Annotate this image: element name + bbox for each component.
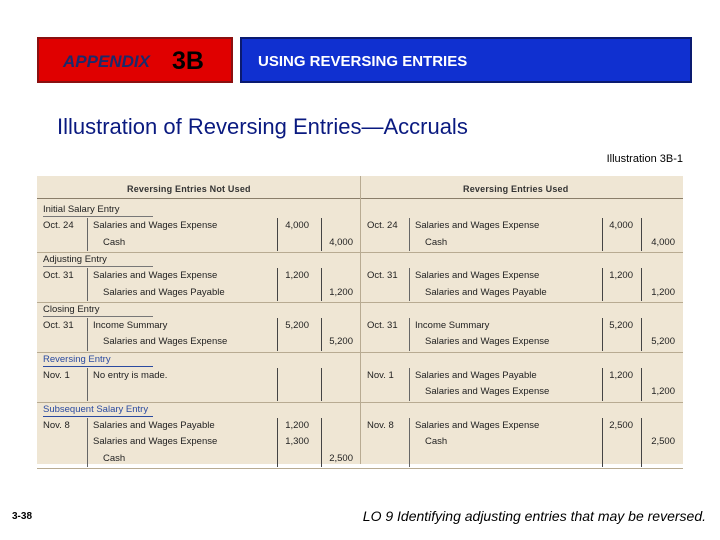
reversing-entries-table [37, 176, 683, 464]
debit-column-rule [277, 218, 278, 251]
credit-amount: 1,200 [651, 386, 675, 398]
credit-amount: 5,200 [651, 336, 675, 348]
section-title-underline [43, 216, 153, 217]
credit-column-rule [641, 318, 642, 351]
section-rule [37, 468, 683, 469]
debit-amount: 4,000 [609, 220, 633, 232]
entry-account: Salaries and Wages Expense [425, 336, 550, 348]
debit-column-rule [602, 218, 603, 251]
section-title: Reversing Entry [43, 353, 111, 365]
debit-column-rule [602, 268, 603, 301]
entry-account: Salaries and Wages Expense [415, 419, 540, 431]
entry-account: Salaries and Wages Payable [93, 419, 215, 431]
entry-account: Salaries and Wages Expense [103, 336, 228, 348]
entry-date: Nov. 8 [367, 419, 394, 431]
section-title-underline [43, 366, 153, 367]
entry-date: Nov. 1 [367, 370, 394, 381]
entry-date: Nov. 1 [43, 370, 70, 381]
debit-column-rule [602, 368, 603, 401]
debit-amount: 1,200 [609, 370, 633, 381]
debit-column-rule [277, 418, 278, 467]
left-column-header: Reversing Entries Not Used [127, 184, 251, 194]
entry-account: Cash [103, 452, 126, 464]
appendix-badge [37, 37, 233, 83]
credit-column-rule [321, 418, 322, 467]
credit-column-rule [321, 268, 322, 301]
entry-date: Oct. 31 [43, 270, 74, 282]
credit-column-rule [321, 218, 322, 251]
debit-column-rule [277, 318, 278, 351]
section-title: Closing Entry [43, 303, 100, 315]
debit-column-rule [277, 368, 278, 401]
credit-amount: 4,000 [651, 236, 675, 248]
credit-column-rule [321, 368, 322, 401]
entry-account: Cash [425, 436, 448, 448]
debit-column-rule [602, 418, 603, 467]
debit-amount: 4,000 [285, 220, 309, 232]
entry-date: Nov. 8 [43, 419, 70, 431]
section-title: Subsequent Salary Entry [43, 403, 149, 415]
entry-account: Income Summary [415, 320, 490, 332]
debit-amount: 1,300 [285, 436, 309, 448]
illustration-label: Illustration 3B-1 [606, 153, 683, 165]
section-title: Initial Salary Entry [43, 204, 120, 215]
entry-account: Salaries and Wages Expense [93, 220, 218, 232]
date-column-rule [409, 418, 410, 467]
credit-amount: 1,200 [651, 286, 675, 298]
center-divider [360, 176, 361, 464]
credit-amount: 2,500 [329, 452, 353, 464]
date-column-rule [409, 268, 410, 301]
section-title: Adjusting Entry [43, 253, 107, 265]
date-column-rule [87, 268, 88, 301]
entry-account: Salaries and Wages Expense [93, 436, 218, 448]
entry-account: Income Summary [93, 320, 168, 332]
entry-account: Salaries and Wages Payable [103, 286, 225, 298]
entry-account: Salaries and Wages Payable [415, 370, 537, 381]
entry-date: Oct. 31 [43, 320, 74, 332]
date-column-rule [409, 218, 410, 251]
entry-date: Oct. 31 [367, 270, 398, 282]
date-column-rule [87, 368, 88, 401]
appendix-number: 3B [172, 47, 204, 75]
credit-amount: 2,500 [651, 436, 675, 448]
entry-account: Salaries and Wages Expense [415, 270, 540, 282]
debit-amount: 2,500 [609, 419, 633, 431]
date-column-rule [87, 418, 88, 467]
entry-date: Oct. 24 [43, 220, 74, 232]
section-title-underline [43, 416, 153, 417]
appendix-label: APPENDIX [63, 52, 150, 71]
debit-amount: 5,200 [609, 320, 633, 332]
date-column-rule [409, 368, 410, 401]
debit-amount: 1,200 [285, 270, 309, 282]
entry-account: Cash [425, 236, 448, 248]
right-column-header: Reversing Entries Used [463, 184, 569, 194]
entry-account: Salaries and Wages Expense [93, 270, 218, 282]
chapter-title: USING REVERSING ENTRIES [258, 53, 468, 70]
learning-objective: LO 9 Identifying adjusting entries that may be reversed. [362, 508, 706, 524]
credit-amount: 5,200 [329, 336, 353, 348]
debit-amount: 5,200 [285, 320, 309, 332]
debit-amount: 1,200 [609, 270, 633, 282]
section-title-underline [43, 316, 153, 317]
entry-account: No entry is made. [93, 370, 168, 381]
debit-column-rule [602, 318, 603, 351]
entry-date: Oct. 24 [367, 220, 398, 232]
chapter-banner [240, 37, 692, 83]
page-title: Illustration of Reversing Entries—Accruals [57, 114, 468, 139]
credit-amount: 4,000 [329, 236, 353, 248]
entry-account: Salaries and Wages Expense [415, 220, 540, 232]
credit-column-rule [641, 218, 642, 251]
entry-date: Oct. 31 [367, 320, 398, 332]
date-column-rule [87, 318, 88, 351]
credit-amount: 1,200 [329, 286, 353, 298]
date-column-rule [87, 218, 88, 251]
debit-column-rule [277, 268, 278, 301]
entry-account: Salaries and Wages Payable [425, 286, 547, 298]
credit-column-rule [641, 268, 642, 301]
entry-account: Salaries and Wages Expense [425, 386, 550, 398]
section-title-underline [43, 266, 153, 267]
credit-column-rule [321, 318, 322, 351]
slide-number: 3-38 [12, 511, 33, 522]
credit-column-rule [641, 418, 642, 467]
debit-amount: 1,200 [285, 419, 309, 431]
entry-account: Cash [103, 236, 126, 248]
credit-column-rule [641, 368, 642, 401]
date-column-rule [409, 318, 410, 351]
